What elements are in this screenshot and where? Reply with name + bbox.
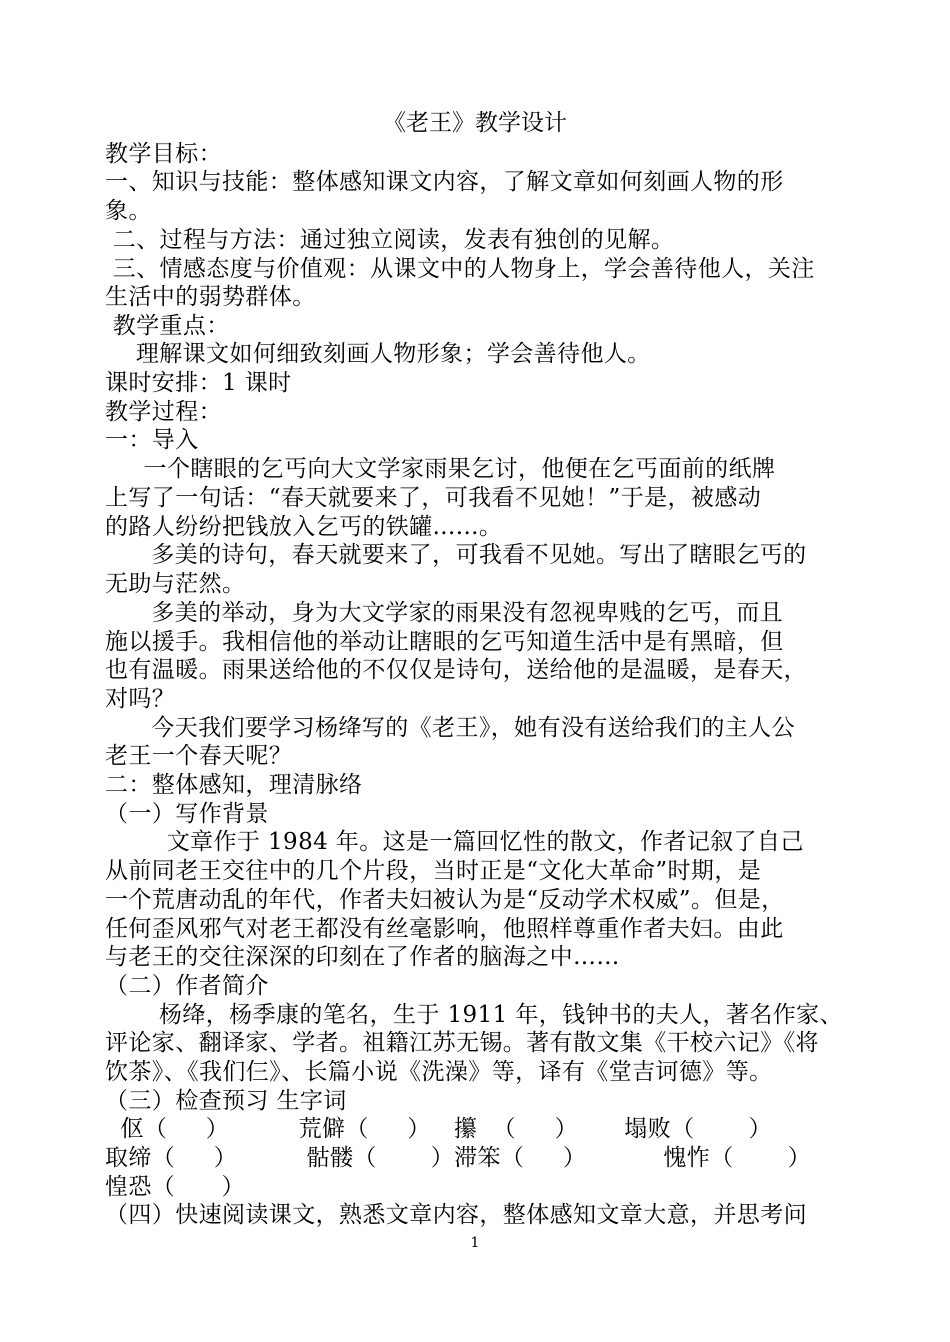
- body-line: 一：导入: [105, 427, 199, 453]
- body-line: 教学过程：: [105, 399, 222, 425]
- body-line: 评论家、翻译家、学者。祖籍江苏无锡。著有散文集《干校六记》《将: [105, 1030, 819, 1056]
- body-line: 杨绛，杨季康的笔名，生于 1911 年，钱钟书的夫人，著名作家、: [105, 1002, 843, 1028]
- body-line: 对吗？: [105, 686, 176, 712]
- body-line: 任何歪风邪气对老王都没有丝毫影响，他照样尊重作者夫妇。由此: [105, 916, 784, 942]
- body-line: 也有温暖。雨果送给他的不仅仅是诗句，送给他的是温暖，是春天，: [105, 657, 807, 683]
- body-line: 课时安排：1 课时: [105, 370, 292, 396]
- body-line: 二、过程与方法：通过独立阅读，发表有独创的见解。: [105, 227, 675, 253]
- body-line: 与老王的交往深深的印刻在了作者的脑海之中……: [105, 944, 620, 970]
- body-line: 文章作于 1984 年。这是一篇回忆性的散文，作者记叙了自己: [105, 829, 804, 855]
- body-line: 上写了一句话：“春天就要来了，可我看不见她！”于是，被感动: [105, 485, 762, 511]
- body-line: （二）作者简介: [105, 973, 269, 999]
- body-line: 多美的诗句，春天就要来了，可我看不见她。写出了瞎眼乞丐的: [105, 542, 807, 568]
- document-title: 《老王》教学设计: [383, 110, 567, 136]
- body-line: 二：整体感知，理清脉络: [105, 772, 363, 798]
- body-line: （三）检查预习 生字词: [105, 1088, 347, 1114]
- body-line: （四）快速阅读课文，熟悉文章内容，整体感知文章大意，并思考问: [105, 1202, 807, 1228]
- body-line: 一个荒唐动乱的年代，作者夫妇被认为是“反动学术权威”。但是，: [105, 887, 785, 913]
- body-line: 伛（ ） 荒僻（ ） 攥 （ ） 塌败（ ）: [105, 1116, 772, 1142]
- body-line: 一个瞎眼的乞丐向大文学家雨果乞讨，他便在乞丐面前的纸牌: [105, 456, 776, 482]
- body-line: 无助与茫然。: [105, 571, 246, 597]
- body-line: 理解课文如何细致刻画人物形象；学会善待他人。: [105, 341, 651, 367]
- body-line: 老王一个春天呢？: [105, 743, 293, 769]
- body-line: 惶恐（ ）: [105, 1174, 245, 1200]
- body-line: 施以援手。我相信他的举动让瞎眼的乞丐知道生活中是有黑暗，但: [105, 629, 784, 655]
- body-line: 今天我们要学习杨绛写的《老王》，她有没有送给我们的主人公: [105, 715, 795, 741]
- body-line: 教学目标：: [105, 141, 222, 167]
- body-line: 三、情感态度与价值观：从课文中的人物身上，学会善待他人，关注: [105, 256, 815, 282]
- page-number: 1: [470, 1235, 480, 1251]
- body-line: 象。: [105, 198, 152, 224]
- body-line: 饮茶》、《我们仨》、长篇小说《洗澡》等，译有《堂吉诃德》等。: [105, 1059, 773, 1085]
- body-line: 生活中的弱势群体。: [105, 284, 316, 310]
- body-line: 教学重点：: [105, 313, 230, 339]
- body-line: （一）写作背景: [105, 801, 269, 827]
- body-line: 取缔（ ） 骷髅（ ）滞笨（ ） 愧怍（ ）: [105, 1145, 811, 1171]
- body-line: 一、知识与技能：整体感知课文内容，了解文章如何刻画人物的形: [105, 169, 784, 195]
- body-line: 多美的举动，身为大文学家的雨果没有忽视卑贱的乞丐，而且: [105, 600, 784, 626]
- body-line: 从前同老王交往中的几个片段，当时正是“文化大革命”时期，是: [105, 858, 762, 884]
- body-line: 的路人纷纷把钱放入乞丐的铁罐......。: [105, 514, 503, 540]
